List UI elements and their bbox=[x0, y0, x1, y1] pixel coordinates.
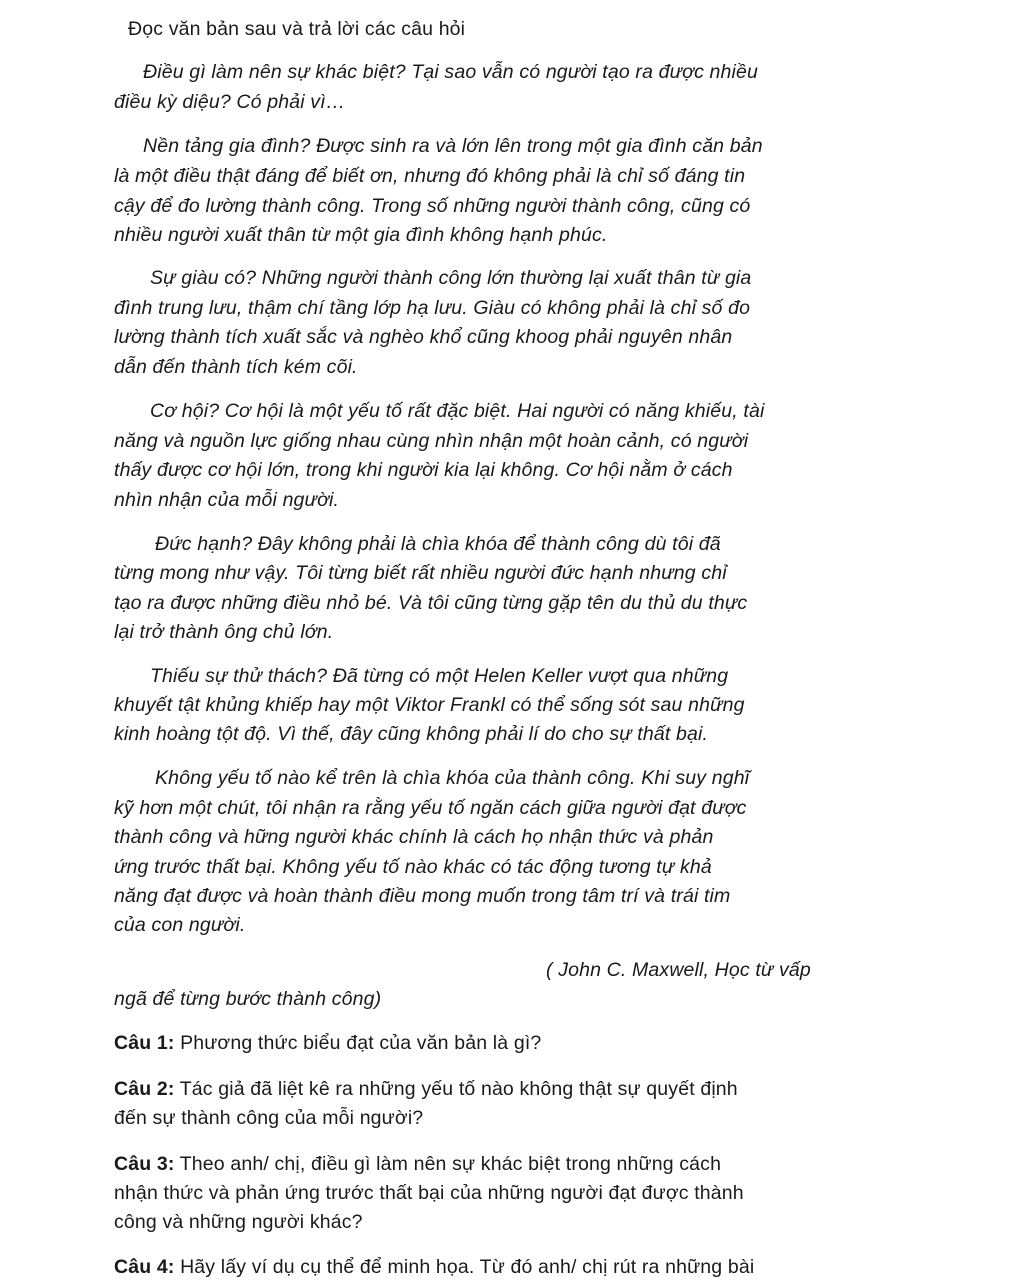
source-line-1: ( John C. Maxwell, Học từ vấp bbox=[546, 959, 811, 981]
question-3-text-line-3: công và những người khác? bbox=[114, 1211, 363, 1233]
question-4-label: Câu 4: bbox=[114, 1256, 175, 1278]
paragraph-2-line-1: Nền tảng gia đình? Được sinh ra và lớn lên trong một gia đình căn bản bbox=[143, 135, 763, 157]
paragraph-4-line-2: năng và nguồn lực giống nhau cùng nhìn nhận một hoàn cảnh, có người bbox=[114, 430, 749, 452]
paragraph-1-line-2: điều kỳ diệu? Có phải vì… bbox=[114, 91, 346, 113]
paragraph-7-line-1: Không yếu tố nào kể trên là chìa khóa của thành công. Khi suy nghĩ bbox=[155, 767, 750, 789]
paragraph-5-line-3: tạo ra được những điều nhỏ bé. Và tôi cũng từng gặp tên du thủ du thực bbox=[114, 592, 748, 614]
paragraph-4-line-4: nhìn nhận của mỗi người. bbox=[114, 489, 340, 511]
paragraph-3-line-3: lường thành tích xuất sắc và nghèo khổ cũng khoog phải nguyên nhân bbox=[114, 326, 733, 348]
paragraph-5-line-4: lại trở thành ông chủ lớn. bbox=[114, 621, 334, 643]
paragraph-4-line-3: thấy được cơ hội lớn, trong khi người kia lại không. Cơ hội nằm ở cách bbox=[114, 459, 733, 481]
instruction-heading: Đọc văn bản sau và trả lời các câu hỏi bbox=[128, 18, 466, 40]
source-line-2: ngã để từng bước thành công) bbox=[114, 988, 382, 1010]
question-4 bbox=[114, 1255, 754, 1279]
paragraph-3-line-1: Sự giàu có? Những người thành công lớn thường lại xuất thân từ gia bbox=[150, 267, 752, 289]
paragraph-6-line-3: kinh hoàng tột độ. Vì thế, đây cũng không phải lí do cho sự thất bại. bbox=[114, 723, 709, 745]
paragraph-7-line-4: ứng trước thất bại. Không yếu tố nào khác có tác động tương tự khả bbox=[114, 856, 712, 878]
paragraph-1-line-1: Điều gì làm nên sự khác biệt? Tại sao vẫn có người tạo ra được nhiều bbox=[143, 61, 759, 83]
question-1-label: Câu 1: bbox=[114, 1032, 175, 1054]
question-3-label: Câu 3: bbox=[114, 1153, 175, 1175]
paragraph-7-line-5: năng đạt được và hoàn thành điều mong muốn trong tâm trí và trái tim bbox=[114, 885, 731, 907]
question-3-text-line-1: Theo anh/ chị, điều gì làm nên sự khác biệt trong những cách bbox=[179, 1153, 722, 1175]
paragraph-6-line-1: Thiếu sự thử thách? Đã từng có một Helen Keller vượt qua những bbox=[150, 665, 729, 687]
question-2-text-line-2: đến sự thành công của mỗi người? bbox=[114, 1107, 424, 1129]
question-1-text: Phương thức biểu đạt của văn bản là gì? bbox=[180, 1032, 542, 1054]
question-2 bbox=[114, 1077, 738, 1101]
paragraph-7-line-6: của con người. bbox=[114, 914, 246, 936]
paragraph-7-line-2: kỹ hơn một chút, tôi nhận ra rằng yếu tố ngăn cách giữa người đạt được bbox=[114, 797, 747, 819]
paragraph-4-line-1: Cơ hội? Cơ hội là một yếu tố rất đặc biệt. Hai người có năng khiếu, tài bbox=[150, 400, 765, 422]
paragraph-6-line-2: khuyết tật khủng khiếp hay một Viktor Frankl có thể sống sót sau những bbox=[114, 694, 745, 716]
paragraph-5-line-1: Đức hạnh? Đây không phải là chìa khóa để thành công dù tôi đã bbox=[155, 533, 721, 555]
paragraph-5-line-2: từng mong như vậy. Tôi từng biết rất nhiều người đức hạnh nhưng chỉ bbox=[114, 562, 727, 584]
question-1 bbox=[114, 1031, 541, 1055]
question-3-text-line-2: nhận thức và phản ứng trước thất bại của những người đạt được thành bbox=[114, 1182, 744, 1204]
paragraph-2-line-2: là một điều thật đáng để biết ơn, nhưng đó không phải là chỉ số đáng tin bbox=[114, 165, 746, 187]
question-2-label: Câu 2: bbox=[114, 1078, 175, 1100]
paragraph-2-line-4: nhiều người xuất thân từ một gia đình không hạnh phúc. bbox=[114, 224, 608, 246]
paragraph-2-line-3: cậy để đo lường thành công. Trong số những người thành công, cũng có bbox=[114, 195, 751, 217]
question-3 bbox=[114, 1152, 721, 1176]
question-2-text-line-1: Tác giả đã liệt kê ra những yếu tố nào không thật sự quyết định bbox=[179, 1078, 738, 1100]
paragraph-7-line-3: thành công và hững người khác chính là cách họ nhận thức và phản bbox=[114, 826, 714, 848]
paragraph-3-line-4: dẫn đến thành tích kém cõi. bbox=[114, 356, 358, 378]
question-4-text-line-1: Hãy lấy ví dụ cụ thể để minh họa. Từ đó anh/ chị rút ra những bài bbox=[180, 1256, 755, 1278]
paragraph-3-line-2: đình trung lưu, thậm chí tầng lớp hạ lưu. Giàu có không phải là chỉ số đo bbox=[114, 297, 751, 319]
